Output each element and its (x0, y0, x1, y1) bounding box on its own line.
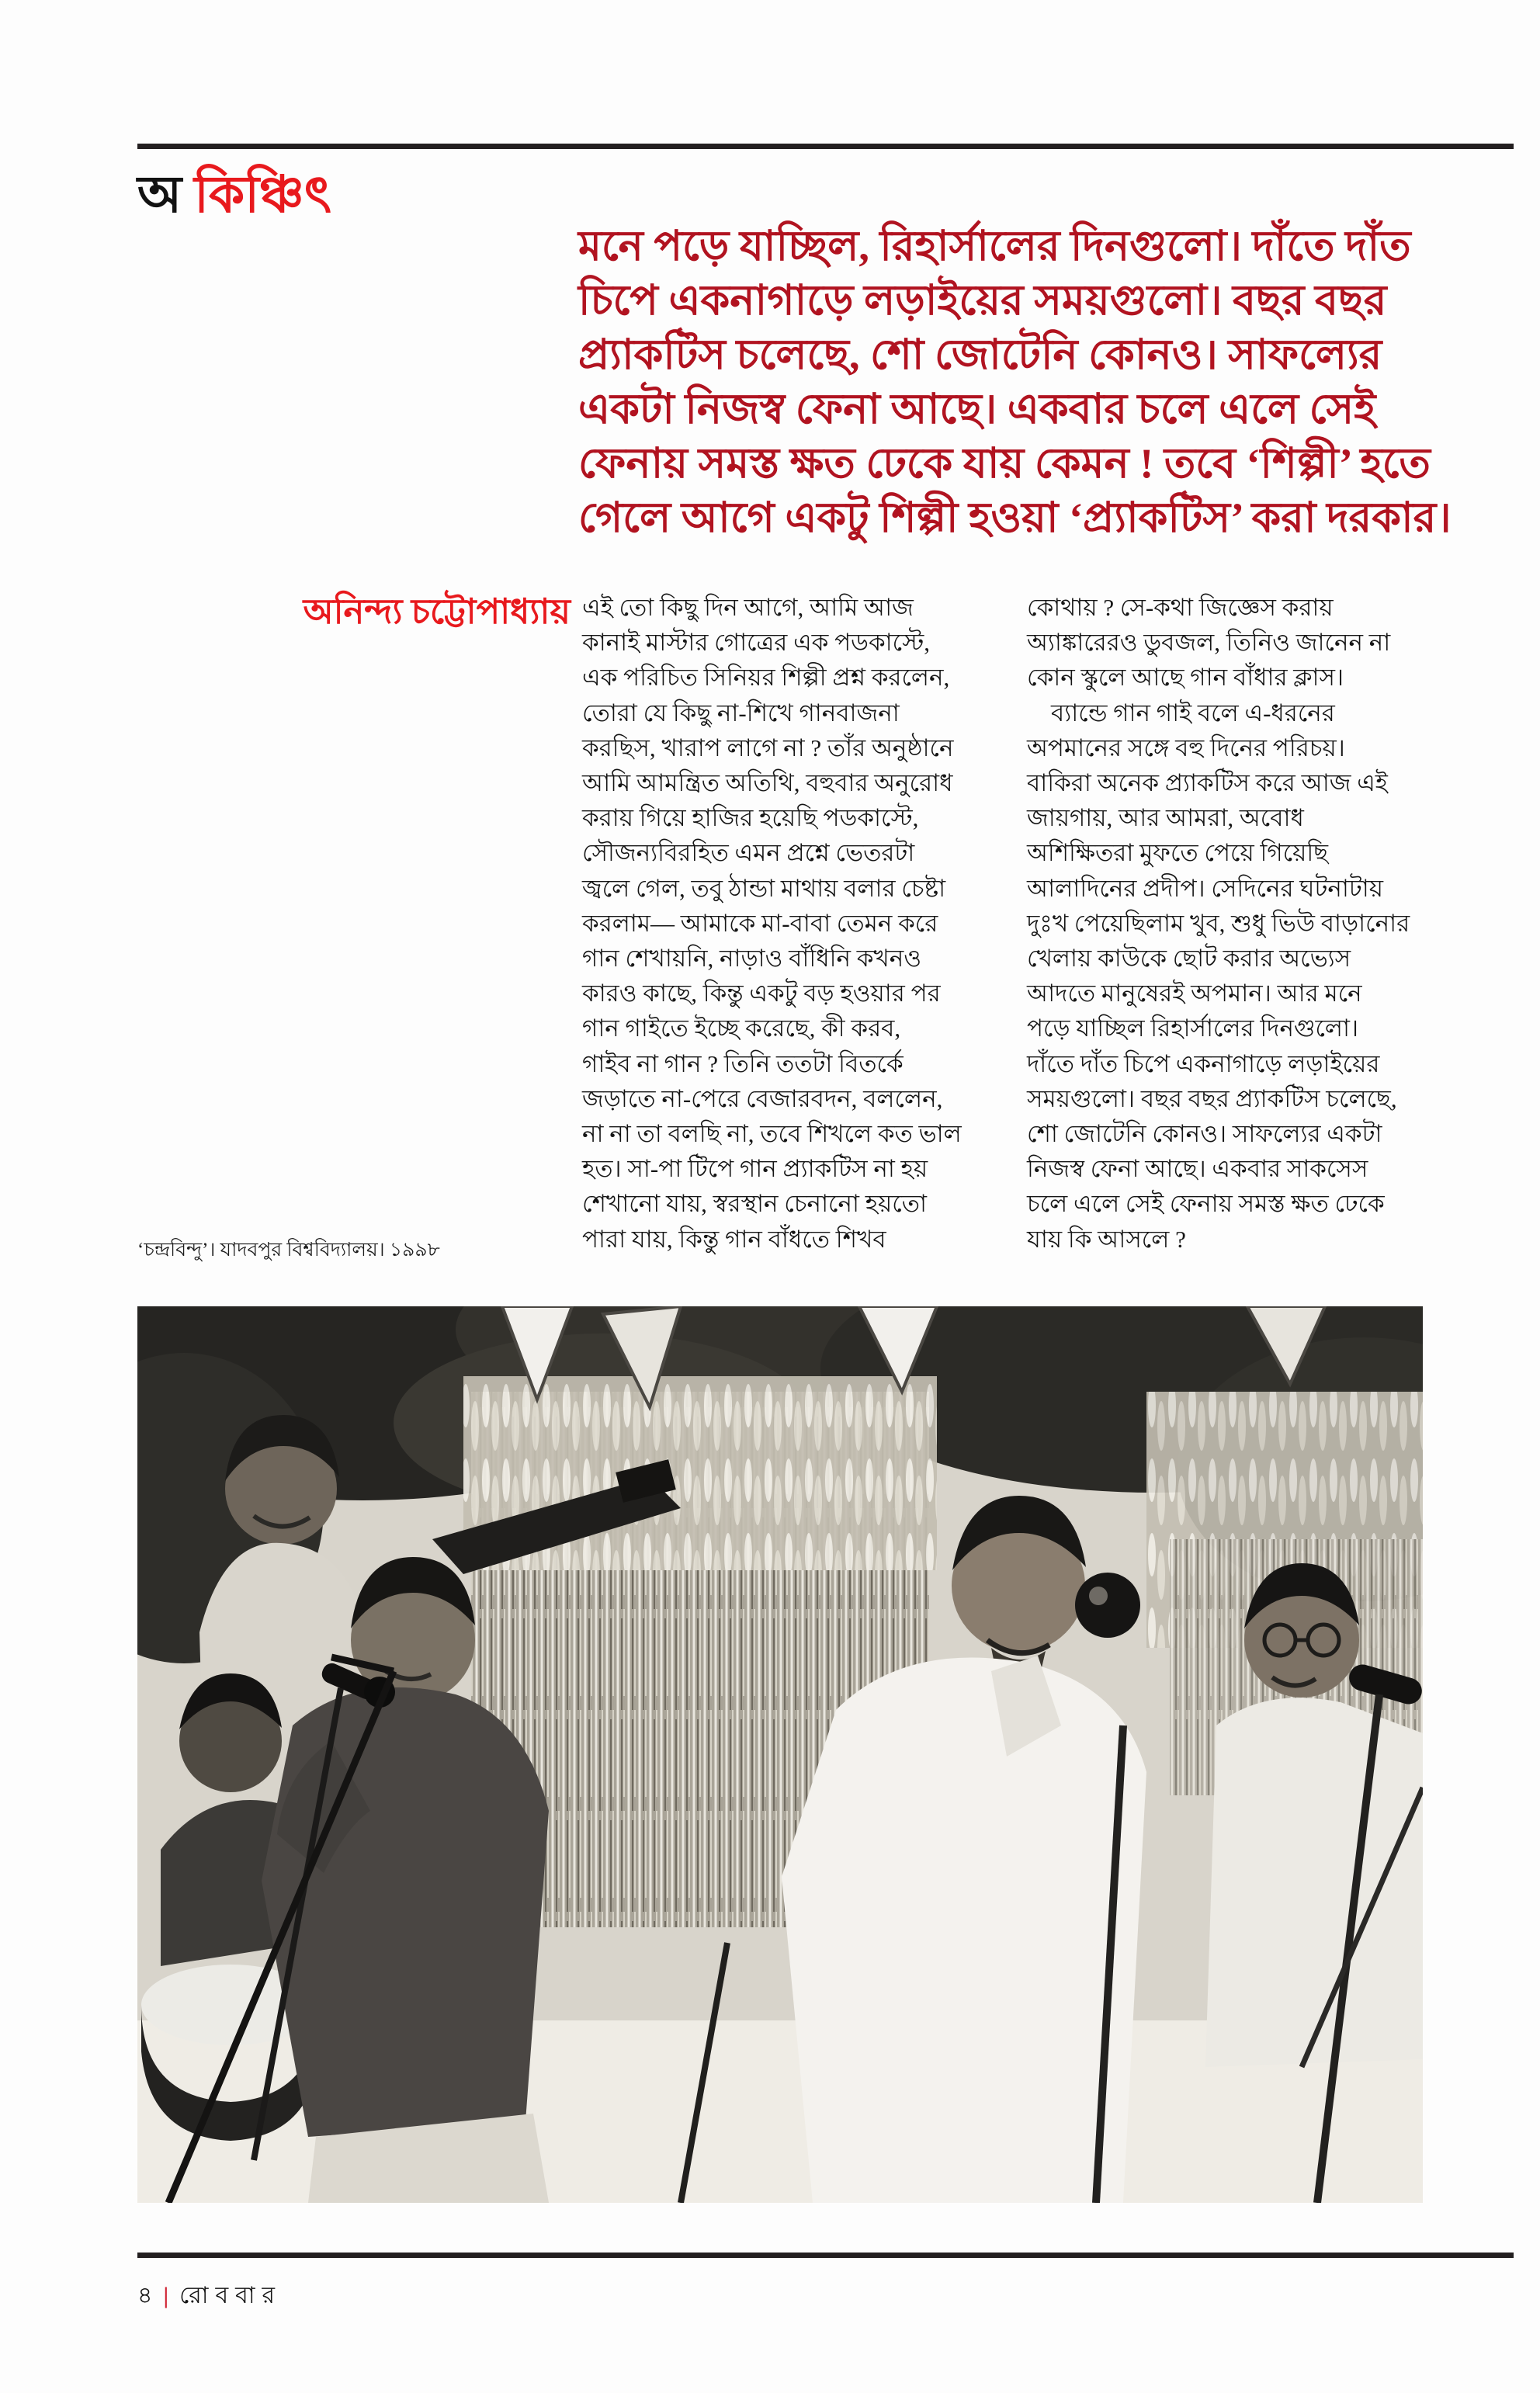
body-text-line: না না তা বলছি না, তবে শিখলে কত ভাল (582, 1120, 962, 1148)
body-text-line: চলে এলে সেই ফেনায় সমস্ত ক্ষত ঢেকে (1027, 1190, 1385, 1218)
body-column-2 (1027, 590, 1410, 1257)
dark-shirt (262, 1687, 549, 2137)
masthead-prefix: অ (137, 167, 182, 224)
white-kurta (782, 1658, 1146, 2204)
body-text-line: করছিস, খারাপ লাগে না ? তাঁর অনুষ্ঠানে (582, 734, 954, 761)
body-text-line: আদতে মানুষেরই অপমান। আর মনে (1027, 980, 1362, 1007)
top-rule (137, 144, 1514, 149)
headline-line: প্র্যাকটিস চলেছে, শো জোটেনি কোনও। সাফল্যের (578, 331, 1382, 378)
body-text-line: জড়াতে না-পেরে বেজারবদন, বললেন, (582, 1084, 943, 1112)
body-text-line: দুঃখ পেয়েছিলাম খুব, শুধু ভিউ বাড়ানোর (1027, 909, 1410, 937)
body-text-line: হত। সা-পা টিপে গান প্র্যাকটিস না হয় (582, 1155, 928, 1183)
page-footer (137, 2280, 282, 2311)
body-text-line: বাকিরা অনেক প্র্যাকটিস করে আজ এই (1027, 769, 1388, 797)
body-text-line: যায় কি আসলে ? (1027, 1225, 1186, 1253)
headline-line: মনে পড়ে যাচ্ছিল, রিহার্সালের দিনগুলো। দাঁতে দাঁত (578, 223, 1411, 269)
body-text-line: শো জোটেনি কোনও। সাফল্যের একটা (1027, 1120, 1382, 1148)
body-text-line: খেলায় কাউকে ছোট করার অভ্যেস (1027, 945, 1351, 973)
body-text-line: কারও কাছে, কিন্তু একটু বড় হওয়ার পর (582, 980, 941, 1007)
body-column-1 (582, 590, 962, 1257)
headline-line: গেলে আগে একটু শিল্পী হওয়া ‘প্র্যাকটিস’ করা দরকার। (578, 494, 1452, 541)
masthead-title: কিঞ্চিৎ (194, 167, 332, 224)
body-text-line: জায়গায়, আর আমরা, অবোধ (1027, 804, 1304, 832)
bottom-rule (137, 2253, 1514, 2258)
body-text-line: অপমানের সঙ্গে বহু দিনের পরিচয়। (1027, 734, 1345, 761)
footer-separator: | (163, 2283, 169, 2308)
body-text-line: শেখানো যায়, স্বরস্থান চেনানো হয়তো (582, 1190, 928, 1218)
body-text-line: এই তো কিছু দিন আগে, আমি আজ (582, 594, 914, 621)
body-text-line: জ্বলে গেল, তবু ঠান্ডা মাথায় বলার চেষ্টা (582, 874, 946, 902)
body-text-line: তোরা যে কিছু না-শিখে গানবাজনা (582, 699, 900, 727)
byline-author: অনিন্দ্য চট্টোপাধ্যায় (303, 592, 571, 631)
band-photo (137, 1306, 1423, 2203)
body-text-line: করায় গিয়ে হাজির হয়েছি পডকাস্টে, (582, 804, 919, 832)
body-text-line: পারা যায়, কিন্তু গান বাঁধতে শিখব (582, 1225, 886, 1253)
body-text-line: কোন স্কুলে আছে গান বাঁধার ক্লাস। (1027, 664, 1344, 692)
body-text-line: গাইব না গান ? তিনি ততটা বিতর্কে (582, 1049, 904, 1077)
headline-line: একটা নিজস্ব ফেনা আছে। একবার চলে এলে সেই (578, 386, 1376, 432)
body-text-line: সৌজন্যবিরহিত এমন প্রশ্নে ভেতরটা (582, 839, 915, 867)
body-text-line: অশিক্ষিতরা মুফতে পেয়ে গিয়েছি (1027, 839, 1329, 867)
publication-name: রোববার (179, 2283, 283, 2308)
body-text-line: পড়ে যাচ্ছিল রিহার্সালের দিনগুলো। (1027, 1014, 1359, 1042)
headline-deck (578, 219, 1452, 545)
body-text-line: আলাদিনের প্রদীপ। সেদিনের ঘটনাটায় (1027, 874, 1383, 902)
body-text-line: এক পরিচিত সিনিয়র শিল্পী প্রশ্ন করলেন, (582, 664, 950, 692)
body-text-line: নিজস্ব ফেনা আছে। একবার সাকসেস (1027, 1155, 1368, 1183)
body-text-line: কানাই মাস্টার গোত্রের এক পডকাস্টে, (582, 629, 930, 657)
headline-line: ফেনায় সমস্ত ক্ষত ঢেকে যায় কেমন ! তবে ‘শিল্পী’ হতে (578, 440, 1431, 487)
body-text-line: করলাম— আমাকে মা-বাবা তেমন করে (582, 909, 938, 937)
body-text-line: কোথায় ? সে-কথা জিজ্ঞেস করায় (1027, 594, 1334, 621)
body-text-line: সময়গুলো। বছর বছর প্র্যাকটিস চলেছে, (1027, 1084, 1397, 1112)
round-microphone (1075, 1573, 1140, 1638)
band-photo-illustration (137, 1306, 1423, 2203)
body-text-line: অ্যাঙ্কারেরও ডুবজল, তিনিও জানেন না (1027, 629, 1391, 657)
body-text-line: গান শেখায়নি, নাড়াও বাঁধিনি কখনও (582, 945, 922, 973)
body-text-line: গান গাইতে ইচ্ছে করেছে, কী করব, (582, 1014, 901, 1042)
white-shirt (1205, 1698, 1423, 2067)
body-text-line: দাঁতে দাঁত চিপে একনাগাড়ে লড়াইয়ের (1027, 1049, 1380, 1077)
body-text-line: ব্যান্ডে গান গাই বলে এ-ধরনের (1027, 699, 1335, 727)
page-number: ৪ (137, 2283, 153, 2308)
photo-caption: ‘চন্দ্রবিন্দু’। যাদবপুর বিশ্ববিদ্যালয়। ১৯৯৮ (137, 1240, 440, 1261)
headline-line: চিপে একনাগাড়ে লড়াইয়ের সময়গুলো। বছর বছর (578, 277, 1387, 324)
section-masthead (137, 161, 331, 230)
body-text-line: আমি আমন্ত্রিত অতিথি, বহুবার অনুরোধ (582, 769, 953, 797)
